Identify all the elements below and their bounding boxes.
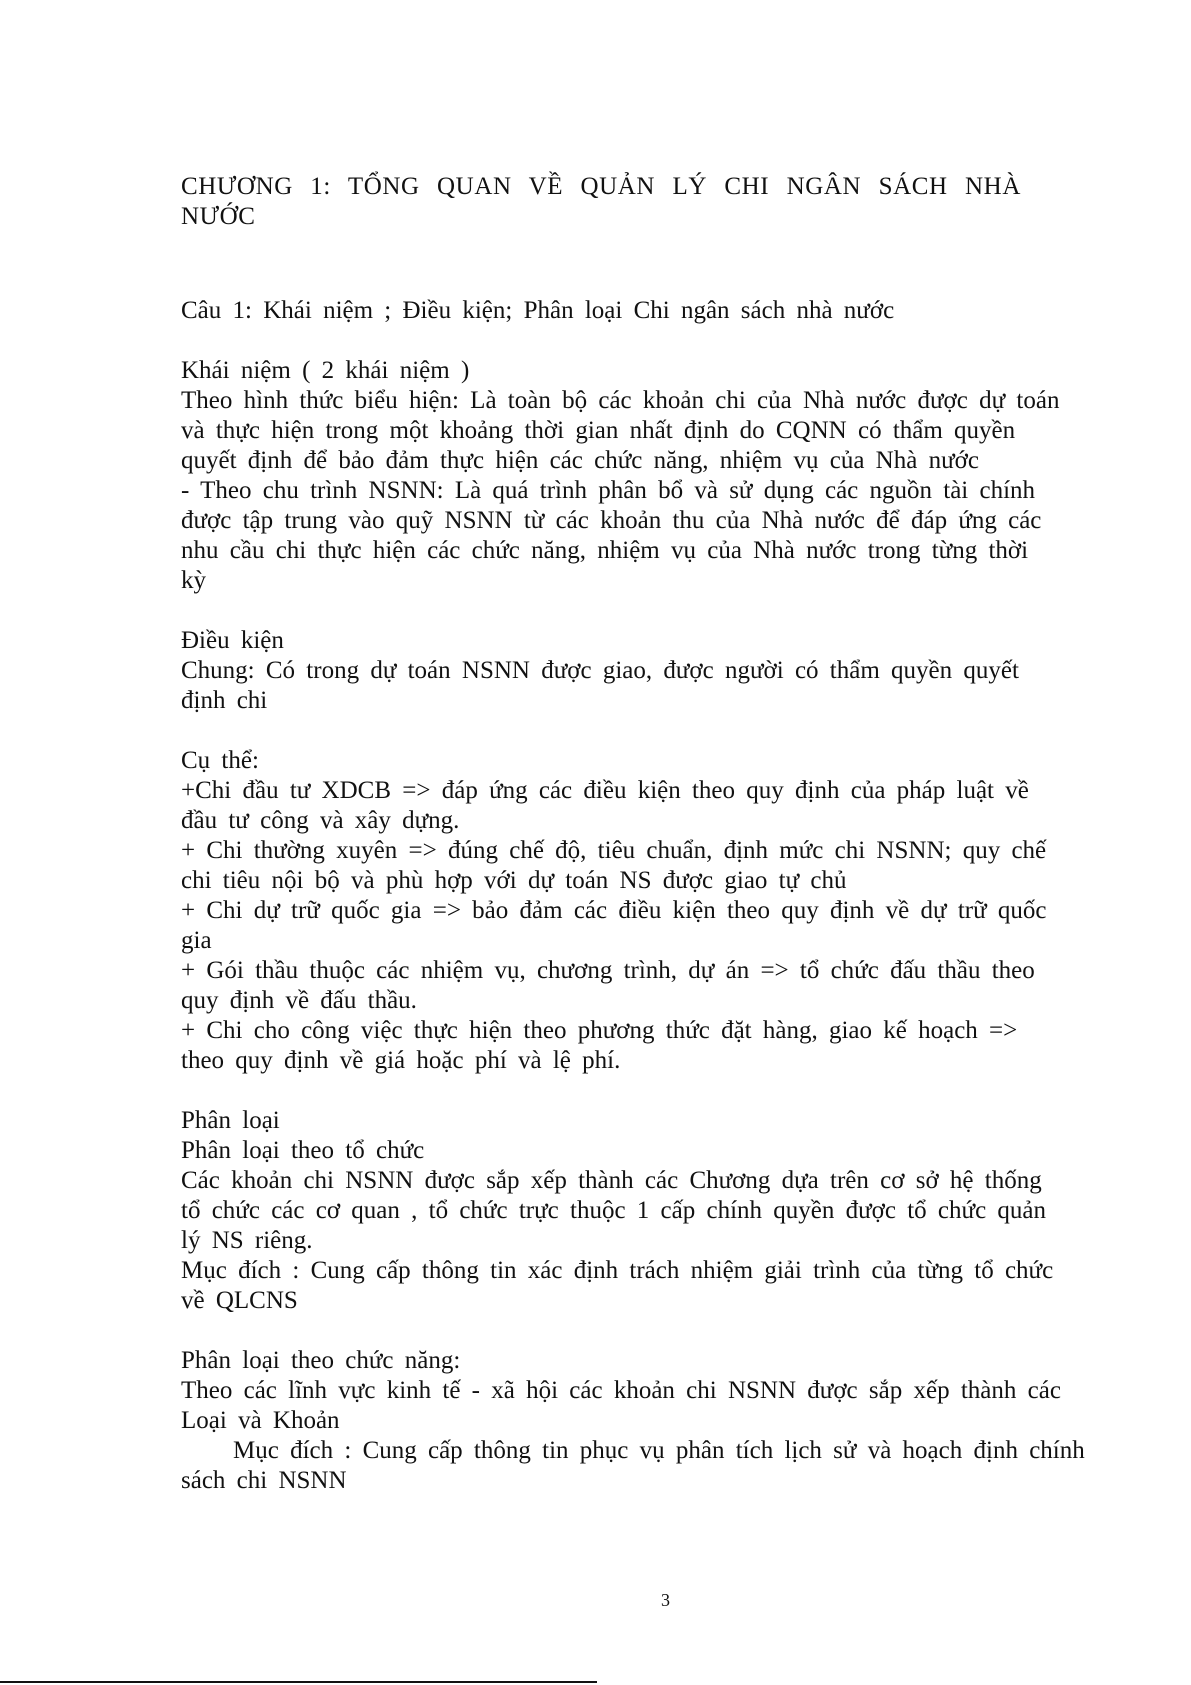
paragraph-line: gia (181, 927, 212, 954)
paragraph-line: - Theo chu trình NSNN: Là quá trình phân bổ và sử dụng các nguồn tài chính (181, 477, 1036, 504)
paragraph-line: lý NS riêng. (181, 1227, 313, 1254)
paragraph-line: và thực hiện trong một khoảng thời gian nhất định do CQNN có thẩm quyền (181, 417, 1016, 444)
paragraph-line: + Gói thầu thuộc các nhiệm vụ, chương trình, dự án => tổ chức đấu thầu theo (181, 957, 1035, 984)
paragraph-line: Các khoản chi NSNN được sắp xếp thành các Chương dựa trên cơ sở hệ thống (181, 1167, 1042, 1194)
paragraph-line: sách chi NSNN (181, 1467, 347, 1494)
classification-org-block (181, 1106, 1141, 1316)
paragraph-line: về QLCNS (181, 1287, 298, 1314)
definition-heading: Khái niệm ( 2 khái niệm ) (181, 357, 470, 384)
classification-function-block (181, 1346, 1141, 1496)
page-number: 3 (661, 1590, 670, 1610)
paragraph-line: Mục đích : Cung cấp thông tin xác định trách nhiệm giải trình của từng tổ chức (181, 1257, 1054, 1284)
paragraph-line: +Chi đầu tư XDCB => đáp ứng các điều kiện theo quy định của pháp luật về (181, 777, 1029, 804)
paragraph-line: quyết định để bảo đảm thực hiện các chức năng, nhiệm vụ của Nhà nước (181, 447, 979, 474)
subheading: Phân loại theo tổ chức (181, 1137, 425, 1164)
definition-block (181, 356, 1141, 596)
paragraph-line: + Chi cho công việc thực hiện theo phương thức đặt hàng, giao kế hoạch => (181, 1017, 1018, 1044)
specific-conditions-block (181, 746, 1141, 1076)
specific-heading: Cụ thể: (181, 747, 259, 774)
paragraph-line: Theo các lĩnh vực kinh tế - xã hội các khoản chi NSNN được sắp xếp thành các (181, 1377, 1061, 1404)
subheading: Phân loại theo chức năng: (181, 1347, 461, 1374)
paragraph-line: đầu tư công và xây dựng. (181, 807, 460, 834)
question-heading-block (181, 296, 1141, 326)
body-text (181, 296, 1141, 1496)
paragraph-line: + Chi thường xuyên => đúng chế độ, tiêu chuẩn, định mức chi NSNN; quy chế (181, 837, 1047, 864)
classification-heading: Phân loại (181, 1107, 280, 1134)
paragraph-line: theo quy định về giá hoặc phí và lệ phí. (181, 1047, 621, 1074)
paragraph-line: kỳ (181, 567, 206, 594)
paragraph-line: chi tiêu nội bộ và phù hợp với dự toán NS được giao tự chủ (181, 867, 847, 894)
paragraph-line: được tập trung vào quỹ NSNN từ các khoản thu của Nhà nước để đáp ứng các (181, 507, 1042, 534)
chapter-title: CHƯƠNG 1: TỔNG QUAN VỀ QUẢN LÝ CHI NGÂN SÁCH NHÀ NƯỚC (181, 173, 1021, 230)
paragraph-line: Loại và Khoản (181, 1407, 340, 1434)
footer-divider (0, 1681, 597, 1683)
condition-heading: Điều kiện (181, 627, 284, 654)
paragraph-line: định chi (181, 687, 268, 714)
paragraph-line: tổ chức các cơ quan , tổ chức trực thuộc 1 cấp chính quyền được tổ chức quản (181, 1197, 1047, 1224)
paragraph-line: Theo hình thức biểu hiện: Là toàn bộ các khoản chi của Nhà nước được dự toán (181, 387, 1060, 414)
question-heading: Câu 1: Khái niệm ; Điều kiện; Phân loại Chi ngân sách nhà nước (181, 297, 895, 324)
condition-block (181, 626, 1141, 716)
paragraph-line: nhu cầu chi thực hiện các chức năng, nhiệm vụ của Nhà nước trong từng thời (181, 537, 1029, 564)
paragraph-line: Chung: Có trong dự toán NSNN được giao, được người có thẩm quyền quyết (181, 657, 1019, 684)
paragraph-line: Mục đích : Cung cấp thông tin phục vụ phân tích lịch sử và hoạch định chính (233, 1437, 1085, 1464)
paragraph-line: quy định về đấu thầu. (181, 987, 417, 1014)
paragraph-line: + Chi dự trữ quốc gia => bảo đảm các điều kiện theo quy định về dự trữ quốc (181, 897, 1047, 924)
